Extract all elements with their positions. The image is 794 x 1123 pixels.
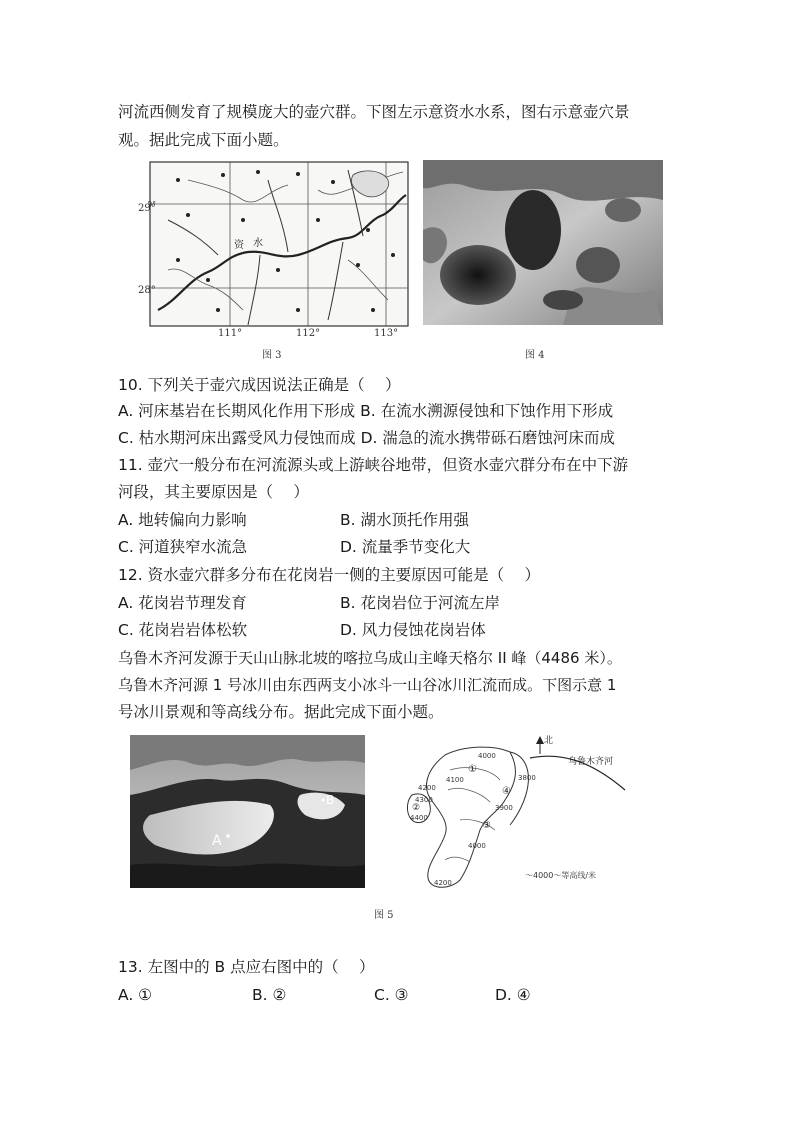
q11-option-c: C. 河道狭窄水流急 [118, 538, 248, 556]
photo-label-a: A [212, 833, 222, 849]
figure-5-photo [130, 735, 365, 888]
contour-label-3800: 3800 [518, 774, 536, 782]
figure-4-caption: 图 4 [525, 350, 545, 361]
intro-line-2: 观。据此完成下面小题。 [118, 131, 289, 149]
q13-option-a: A. ① [118, 986, 153, 1004]
intro-line-1: 河流西侧发育了规模庞大的壶穴群。下图左示意资水水系，图右示意壶穴景 [118, 103, 630, 121]
contour-label-4400: 4400 [410, 814, 428, 822]
area-marker-3: ③ [482, 820, 491, 831]
map-river-label-2: 资 [234, 240, 244, 251]
figure-3-map [148, 160, 410, 328]
q13-stem: 13. 左图中的 B 点应右图中的（ ） [118, 958, 375, 976]
figure-4-photo [423, 160, 663, 325]
photo-label-b: B [326, 793, 335, 807]
q10-options-ab: A. 河床基岩在长期风化作用下形成 B. 在流水溯源侵蚀和下蚀作用下形成 [118, 402, 614, 420]
passage2-line-2: 乌鲁木齐河源 1 号冰川由东西两支小冰斗一山谷冰川汇流而成。下图示意 1 [118, 676, 617, 694]
q13-option-b: B. ② [252, 986, 287, 1004]
map-lat-29: 9° [148, 200, 157, 209]
river-label: 乌鲁木齐河 [568, 757, 614, 767]
q12-option-d: D. 风力侵蚀花岗岩体 [340, 621, 486, 639]
q12-stem: 12. 资水壶穴群多分布在花岗岩一侧的主要原因可能是（ ） [118, 566, 541, 584]
q13-option-d: D. ④ [495, 986, 531, 1004]
contour-label-4100: 4100 [446, 776, 464, 784]
map-river-label: 水 [253, 238, 263, 249]
contour-label-4000: 4000 [478, 752, 496, 760]
q11-option-b: B. 湖水顶托作用强 [340, 511, 469, 529]
map-lon-111: 111° [218, 328, 243, 339]
q11-stem-line-1: 11. 壶穴一般分布在河流源头或上游峡谷地带，但资水壶穴群分布在中下游 [118, 456, 629, 474]
area-marker-2: ② [412, 803, 421, 813]
north-label: 北 [544, 736, 554, 746]
q13-option-c: C. ③ [374, 986, 409, 1004]
contour-label-4000-b: 4000 [468, 842, 486, 850]
map-lon-113: 113° [374, 328, 399, 339]
q11-stem-line-2: 河段，其主要原因是（ ） [118, 483, 309, 501]
map-lon-112: 112° [296, 328, 321, 339]
map-lat-29-outer: 29° [138, 203, 156, 214]
contour-label-4200: 4200 [418, 784, 436, 792]
passage2-line-1: 乌鲁木齐河发源于天山山脉北坡的喀拉乌成山主峰天格尔 II 峰（4486 米）。 [118, 649, 622, 667]
q10-options-cd: C. 枯水期河床出露受风力侵蚀而成 D. 湍急的流水携带砾石磨蚀河床而成 [118, 429, 615, 447]
contour-label-4200-b: 4200 [434, 879, 452, 887]
area-marker-1: ① [468, 764, 477, 775]
figure-5-contour-map [390, 730, 630, 900]
contour-label-4300: 4300 [415, 796, 433, 804]
q10-stem: 10. 下列关于壶穴成因说法正确是（ ） [118, 376, 401, 394]
q12-option-a: A. 花岗岩节理发育 [118, 594, 247, 612]
passage2-line-3: 号冰川景观和等高线分布。据此完成下面小题。 [118, 703, 444, 721]
contour-legend: ～4000～等高线/米 [525, 871, 597, 880]
figure-3-caption: 图 3 [262, 350, 282, 361]
contour-label-3900: 3900 [495, 804, 513, 812]
area-marker-4: ④ [502, 786, 511, 797]
map-lat-28: 28° [138, 285, 156, 296]
figure-5-caption: 图 5 [374, 910, 394, 921]
q12-option-c: C. 花岗岩岩体松软 [118, 621, 248, 639]
q12-option-b: B. 花岗岩位于河流左岸 [340, 594, 500, 612]
q11-option-a: A. 地转偏向力影响 [118, 511, 247, 529]
q11-option-d: D. 流量季节变化大 [340, 538, 471, 556]
